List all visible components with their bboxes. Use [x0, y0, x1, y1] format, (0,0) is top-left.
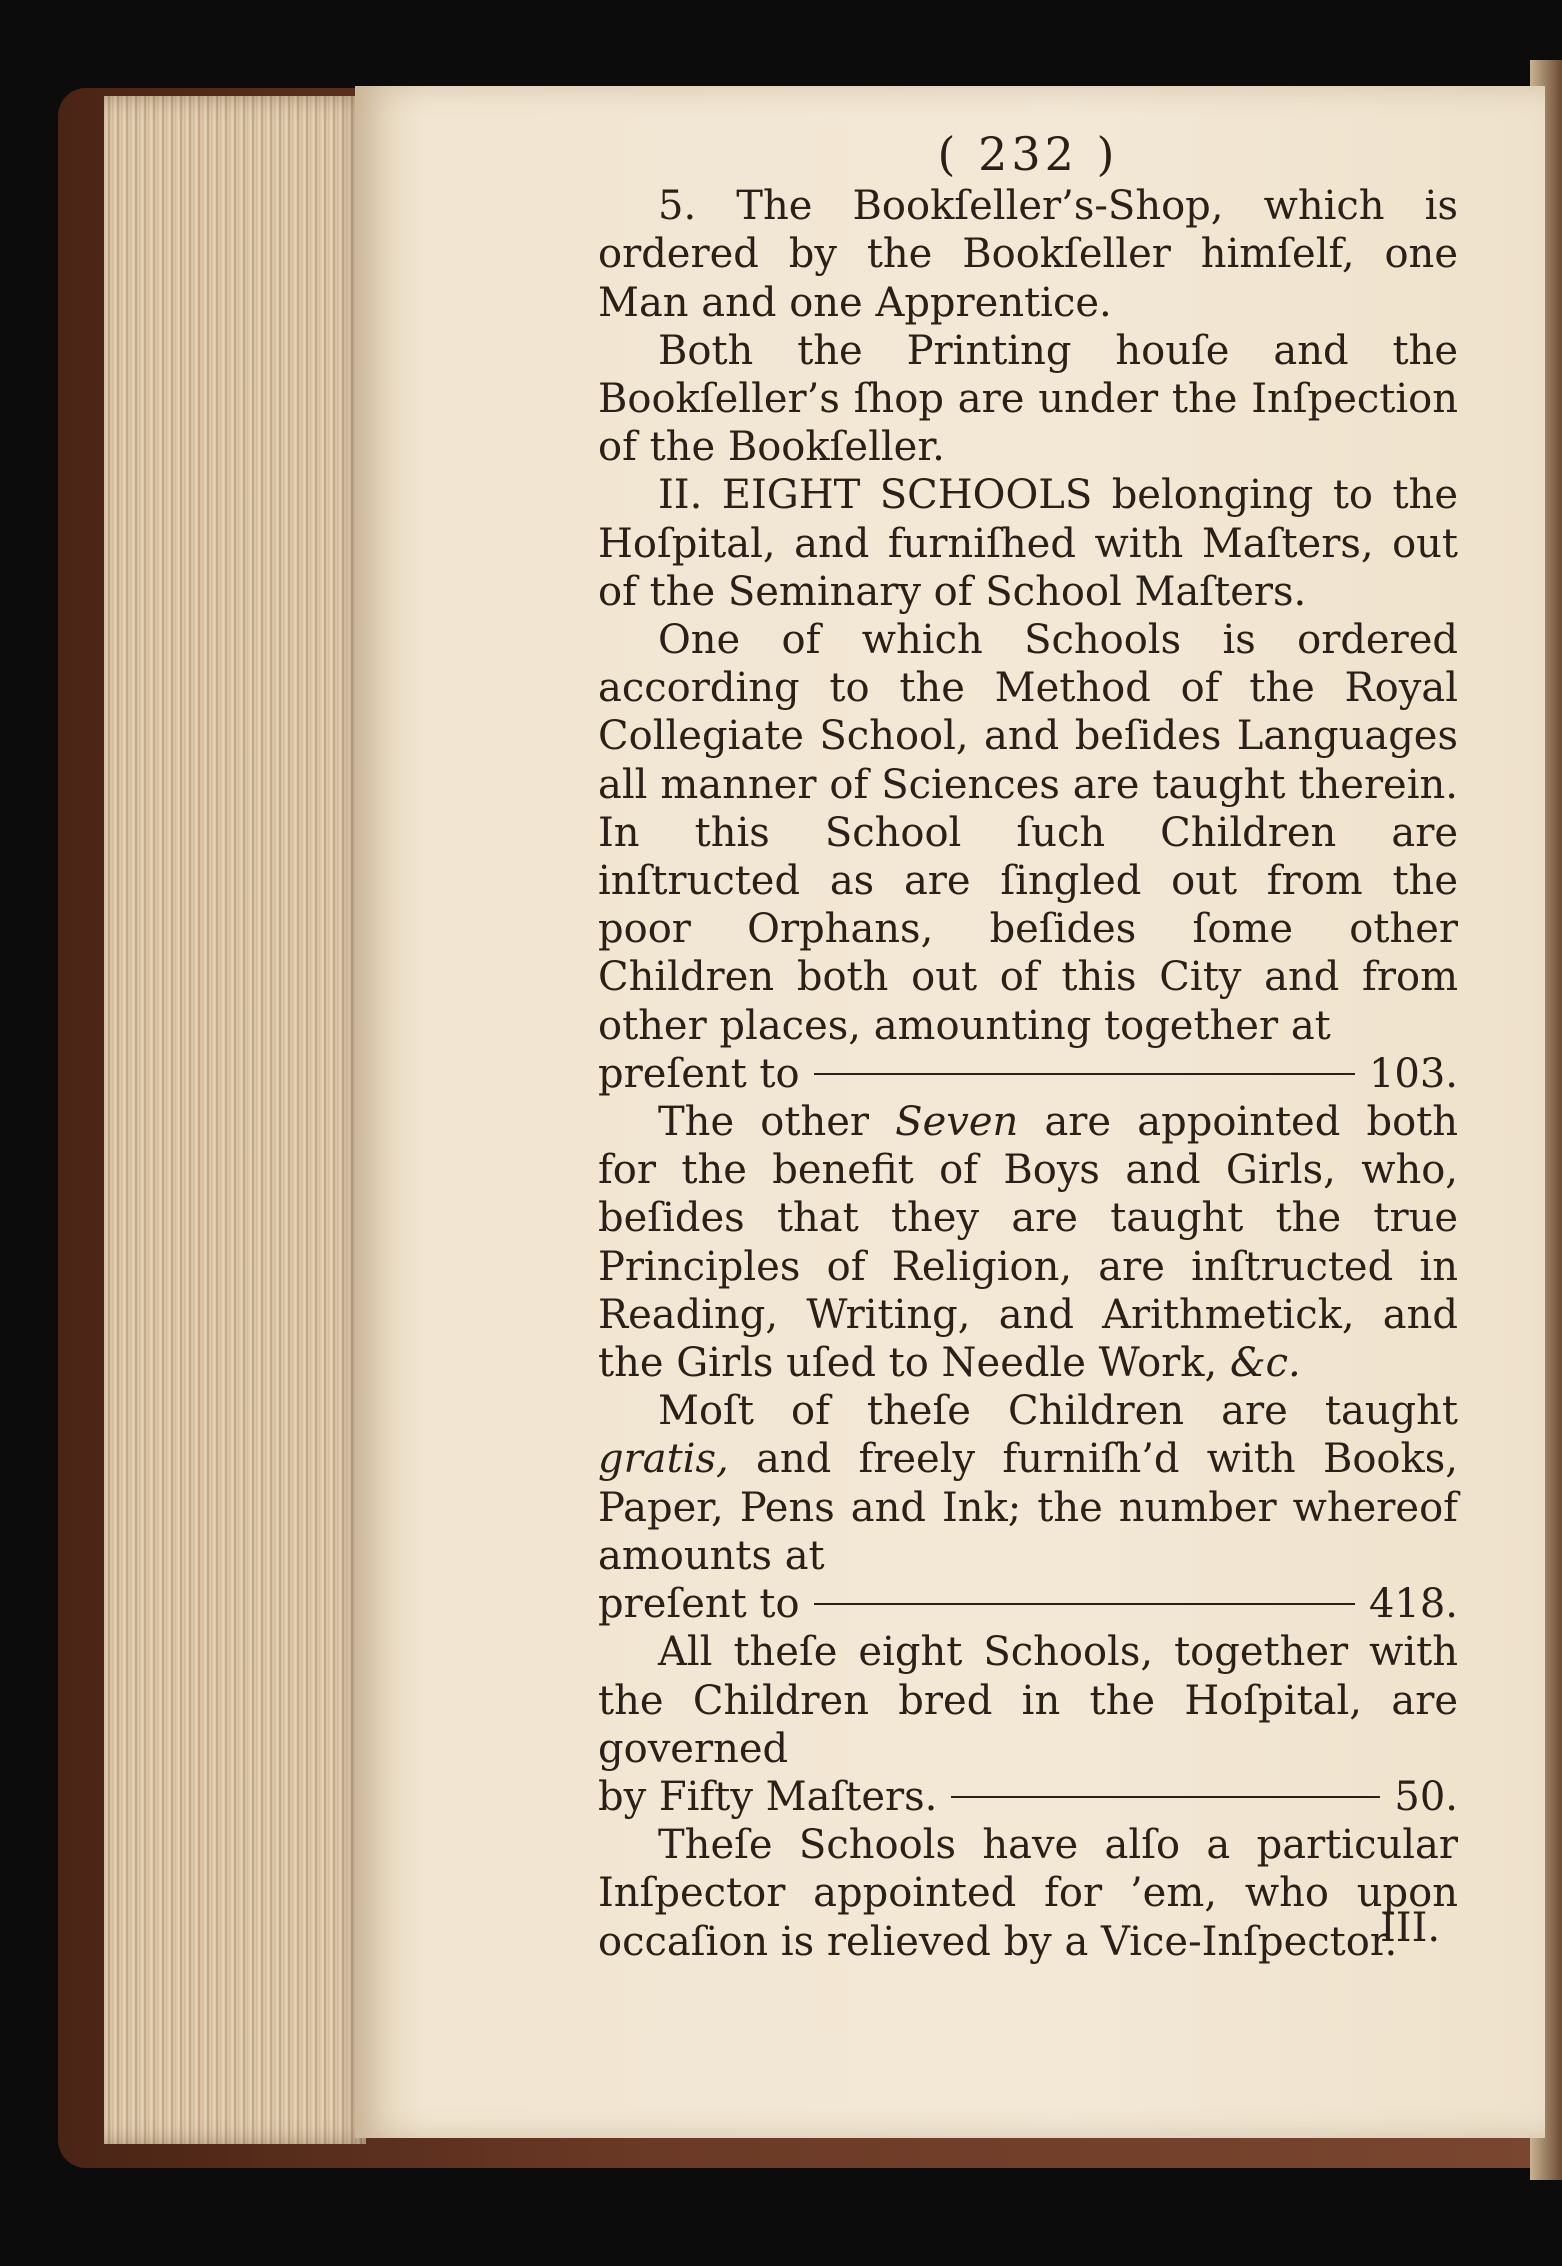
paragraph-other-seven [598, 1098, 1458, 1387]
page-text [598, 127, 1458, 1966]
paragraph-inspection: Both the Printing houſe and the Bookſeller’s ſhop are under the Inſpection of the Bookſeller. [598, 327, 1458, 471]
paragraph-eight-schools-governed: All theſe eight Schools, together with the Children bred in the Hoſpital, are governed [598, 1629, 1458, 1772]
paragraph-bookseller-shop: 5. The Bookſeller’s-Shop, which is ordered by the Bookſeller himſelf, one Man and one Apprentice. [598, 183, 1458, 326]
text-run: and freely furniſh’d with Books, Paper, Pens and Ink; the number whereof amounts at [598, 1436, 1458, 1579]
paragraph-collegiate-school: One of which Schools is ordered according to the Method of the Royal Collegiate School, and beſides Languages all manner of Sciences are taught therein. In this School ſuch Children are inſtructed as are ſingled out from the poor Orphans, beſides ſome other Children both out of this City and from other places, amounting together at [598, 617, 1458, 1049]
leader-value: 418. [1368, 1581, 1458, 1628]
italic-run: &c. [1229, 1340, 1301, 1387]
leader-label: by Fifty Maſters. [598, 1773, 938, 1820]
catchword: III. [1380, 1905, 1441, 1951]
leader-line-103 [598, 1050, 1458, 1098]
italic-run: gratis, [598, 1436, 729, 1483]
page-edges [104, 96, 366, 2144]
paragraph-eight-schools: II. EIGHT SCHOOLS belonging to the Hoſpital, and furniſhed with Maſters, out of the Seminary of School Maſters. [598, 472, 1458, 615]
leader-dash [814, 1073, 1355, 1075]
leader-dash [814, 1603, 1355, 1605]
leader-label: preſent to [598, 1581, 800, 1628]
leader-value: 103. [1368, 1050, 1458, 1097]
page-number: ( 232 ) [937, 127, 1119, 181]
leader-label: preſent to [598, 1050, 800, 1097]
text-run: Moſt of theſe Children are taught [658, 1388, 1458, 1435]
text-run: are appointed both for the benefit of Boys and Girls, who, beſides that they are taught the true Principles of Religion, are inſtructed in Reading, Writing, and Arithmetick, and the Girls uſed to Needle Work, [598, 1099, 1458, 1387]
leader-line-418 [598, 1580, 1458, 1628]
text-run: The other [658, 1099, 869, 1146]
leader-line-50 [598, 1773, 1458, 1821]
italic-run: Seven [895, 1099, 1019, 1146]
leader-dash [951, 1796, 1380, 1798]
paragraph-most-children [598, 1387, 1458, 1580]
paragraph-inspector: Theſe Schools have alſo a particular Inſpector appointed for ’em, who upon occaſion is relieved by a Vice-Inſpector. [598, 1822, 1458, 1965]
leader-value: 50. [1394, 1773, 1458, 1820]
